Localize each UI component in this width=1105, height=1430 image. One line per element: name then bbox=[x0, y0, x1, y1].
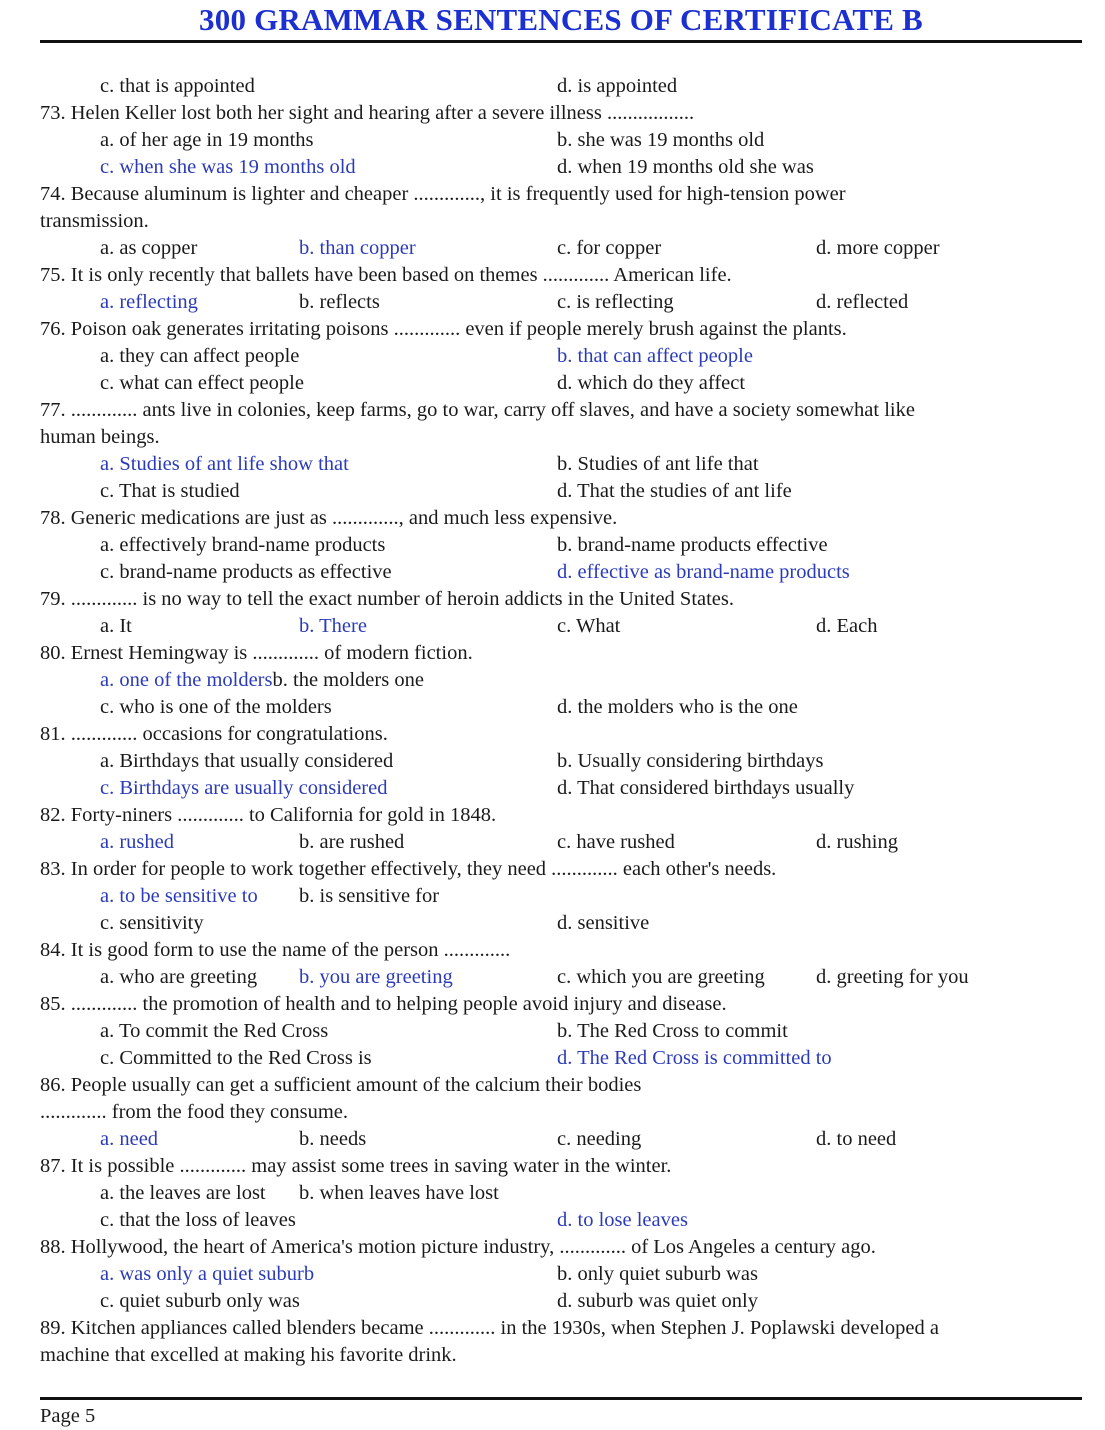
correct-answer-option: a. one of the molders bbox=[100, 669, 273, 691]
answer-option: d. sensitive bbox=[557, 912, 650, 934]
correct-answer-option: a. to be sensitive to bbox=[100, 885, 258, 907]
answer-option: b. are rushed bbox=[299, 831, 405, 853]
answer-options-row bbox=[40, 235, 1082, 262]
correct-answer-option: d. The Red Cross is committed to bbox=[557, 1047, 832, 1069]
header-rule bbox=[40, 40, 1082, 43]
page-number: Page 5 bbox=[40, 1405, 96, 1427]
question-text-line: ............. from the food they consume. bbox=[40, 1101, 349, 1123]
answer-option: a. effectively brand-name products bbox=[100, 534, 386, 556]
answer-option: d. greeting for you bbox=[816, 966, 969, 988]
correct-answer-option: a. was only a quiet suburb bbox=[100, 1263, 315, 1285]
answer-option: d. more copper bbox=[816, 237, 940, 259]
answer-option: c. for copper bbox=[557, 237, 662, 259]
correct-answer-option: c. Birthdays are usually considered bbox=[100, 777, 388, 799]
question-text-line: transmission. bbox=[40, 210, 149, 232]
question-text-line: human beings. bbox=[40, 426, 160, 448]
answer-options-row bbox=[40, 829, 1082, 856]
answer-option: c. have rushed bbox=[557, 831, 675, 853]
answer-option: d. That the studies of ant life bbox=[557, 480, 792, 502]
answer-options-row bbox=[40, 775, 1082, 802]
answer-option: a. who are greeting bbox=[100, 966, 258, 988]
answer-options-row bbox=[40, 343, 1082, 370]
answer-options-row bbox=[40, 1288, 1082, 1315]
question-text-line: 89. Kitchen appliances called blenders became ............. in the 1930s, when Stephen J. Poplawski developed a bbox=[40, 1317, 939, 1339]
answer-options-row bbox=[40, 1207, 1082, 1234]
answer-option: d. Each bbox=[816, 615, 878, 637]
answer-options-row bbox=[40, 964, 1082, 991]
answer-option: d. is appointed bbox=[557, 75, 678, 97]
answer-option: b. only quiet suburb was bbox=[557, 1263, 758, 1285]
answer-option: a. Birthdays that usually considered bbox=[100, 750, 394, 772]
answer-option: c. brand-name products as effective bbox=[100, 561, 392, 583]
answer-options-row bbox=[40, 694, 1082, 721]
answer-option: c. quiet suburb only was bbox=[100, 1290, 300, 1312]
answer-option: c. sensitivity bbox=[100, 912, 204, 934]
correct-answer-option: a. reflecting bbox=[100, 291, 198, 313]
question-text-line: 83. In order for people to work together effectively, they need ............. each other's needs. bbox=[40, 858, 777, 880]
answer-option: b. is sensitive for bbox=[299, 885, 440, 907]
question-text-line: 77. ............. ants live in colonies, keep farms, go to war, carry off slaves, and have a society somewhat like bbox=[40, 399, 915, 421]
correct-answer-option: b. There bbox=[299, 615, 367, 637]
answer-option: b. The Red Cross to commit bbox=[557, 1020, 788, 1042]
answer-option: b. Usually considering birthdays bbox=[557, 750, 824, 772]
answer-option: c. That is studied bbox=[100, 480, 240, 502]
answer-option: c. needing bbox=[557, 1128, 642, 1150]
answer-option: a. To commit the Red Cross bbox=[100, 1020, 329, 1042]
correct-answer-option: c. when she was 19 months old bbox=[100, 156, 356, 178]
answer-options-row bbox=[40, 532, 1082, 559]
question-text-line: 79. ............. is no way to tell the exact number of heroin addicts in the United States. bbox=[40, 588, 735, 610]
answer-option: a. as copper bbox=[100, 237, 198, 259]
answer-option: c. which you are greeting bbox=[557, 966, 765, 988]
answer-option: b. the molders one bbox=[272, 669, 424, 691]
answer-option: c. What bbox=[557, 615, 621, 637]
question-text-line: 73. Helen Keller lost both her sight and hearing after a severe illness ................. bbox=[40, 102, 695, 124]
answer-options-row bbox=[40, 748, 1082, 775]
answer-option: b. needs bbox=[299, 1128, 367, 1150]
answer-options-row bbox=[40, 289, 1082, 316]
answer-option: d. rushing bbox=[816, 831, 898, 853]
inline-options bbox=[100, 667, 424, 694]
answer-option: b. reflects bbox=[299, 291, 380, 313]
answer-options-row bbox=[40, 1180, 1082, 1207]
answer-option: c. what can effect people bbox=[100, 372, 304, 394]
question-text-line: 82. Forty-niners ............. to California for gold in 1848. bbox=[40, 804, 497, 826]
answer-options-row bbox=[40, 559, 1082, 586]
answer-options-row bbox=[40, 613, 1082, 640]
answer-options-row bbox=[40, 1126, 1082, 1153]
correct-answer-option: a. need bbox=[100, 1128, 159, 1150]
answer-option: c. who is one of the molders bbox=[100, 696, 332, 718]
question-text-line: 85. ............. the promotion of health and to helping people avoid injury and disease. bbox=[40, 993, 727, 1015]
question-text-line: 76. Poison oak generates irritating poisons ............. even if people merely brush against the plants. bbox=[40, 318, 847, 340]
answer-option: c. that is appointed bbox=[100, 75, 255, 97]
answer-options-row bbox=[40, 127, 1082, 154]
answer-option: d. reflected bbox=[816, 291, 909, 313]
answer-options-row bbox=[40, 478, 1082, 505]
answer-options-row bbox=[40, 1045, 1082, 1072]
answer-options-row bbox=[40, 883, 1082, 910]
correct-answer-option: b. than copper bbox=[299, 237, 416, 259]
answer-options-row bbox=[40, 1261, 1082, 1288]
answer-option: c. that the loss of leaves bbox=[100, 1209, 296, 1231]
answer-options-row bbox=[40, 910, 1082, 937]
page-title: 300 GRAMMAR SENTENCES OF CERTIFICATE B bbox=[199, 2, 923, 37]
correct-answer-option: a. rushed bbox=[100, 831, 175, 853]
answer-option: a. they can affect people bbox=[100, 345, 300, 367]
correct-answer-option: b. that can affect people bbox=[557, 345, 753, 367]
answer-option: d. which do they affect bbox=[557, 372, 746, 394]
question-text-line: 78. Generic medications are just as ............., and much less expensive. bbox=[40, 507, 618, 529]
correct-answer-option: d. effective as brand-name products bbox=[557, 561, 850, 583]
correct-answer-option: d. to lose leaves bbox=[557, 1209, 688, 1231]
answer-option: a. It bbox=[100, 615, 132, 637]
question-text-line: 88. Hollywood, the heart of America's motion picture industry, ............. of Los Angeles a century ago. bbox=[40, 1236, 876, 1258]
answer-options-row bbox=[40, 667, 1082, 694]
answer-option: a. of her age in 19 months bbox=[100, 129, 314, 151]
answer-option: c. Committed to the Red Cross is bbox=[100, 1047, 372, 1069]
answer-options-row bbox=[40, 73, 1082, 100]
correct-answer-option: a. Studies of ant life show that bbox=[100, 453, 349, 475]
question-text-line: machine that excelled at making his favorite drink. bbox=[40, 1344, 457, 1366]
answer-options-row bbox=[40, 154, 1082, 181]
question-text-line: 80. Ernest Hemingway is ............. of modern fiction. bbox=[40, 642, 473, 664]
question-text-line: 75. It is only recently that ballets have been based on themes ............. American life. bbox=[40, 264, 732, 286]
question-text-line: 74. Because aluminum is lighter and cheaper ............., it is frequently used for high-tension power bbox=[40, 183, 846, 205]
answer-option: b. brand-name products effective bbox=[557, 534, 828, 556]
correct-answer-option: b. you are greeting bbox=[299, 966, 453, 988]
answer-option: a. the leaves are lost bbox=[100, 1182, 266, 1204]
question-text-line: 86. People usually can get a sufficient amount of the calcium their bodies bbox=[40, 1074, 642, 1096]
question-text-line: 81. ............. occasions for congratulations. bbox=[40, 723, 388, 745]
answer-option: d. the molders who is the one bbox=[557, 696, 798, 718]
answer-option: d. when 19 months old she was bbox=[557, 156, 814, 178]
answer-options-row bbox=[40, 451, 1082, 478]
question-text-line: 84. It is good form to use the name of the person ............. bbox=[40, 939, 511, 961]
question-text-line: 87. It is possible ............. may assist some trees in saving water in the winter. bbox=[40, 1155, 672, 1177]
answer-option: c. is reflecting bbox=[557, 291, 674, 313]
answer-options-row bbox=[40, 1018, 1082, 1045]
answer-option: b. Studies of ant life that bbox=[557, 453, 759, 475]
answer-option: b. when leaves have lost bbox=[299, 1182, 499, 1204]
answer-options-row bbox=[40, 370, 1082, 397]
answer-option: d. to need bbox=[816, 1128, 897, 1150]
answer-option: b. she was 19 months old bbox=[557, 129, 765, 151]
answer-option: d. suburb was quiet only bbox=[557, 1290, 758, 1312]
question-list bbox=[40, 73, 1082, 1369]
answer-option: d. That considered birthdays usually bbox=[557, 777, 855, 799]
footer-rule bbox=[40, 1397, 1082, 1400]
